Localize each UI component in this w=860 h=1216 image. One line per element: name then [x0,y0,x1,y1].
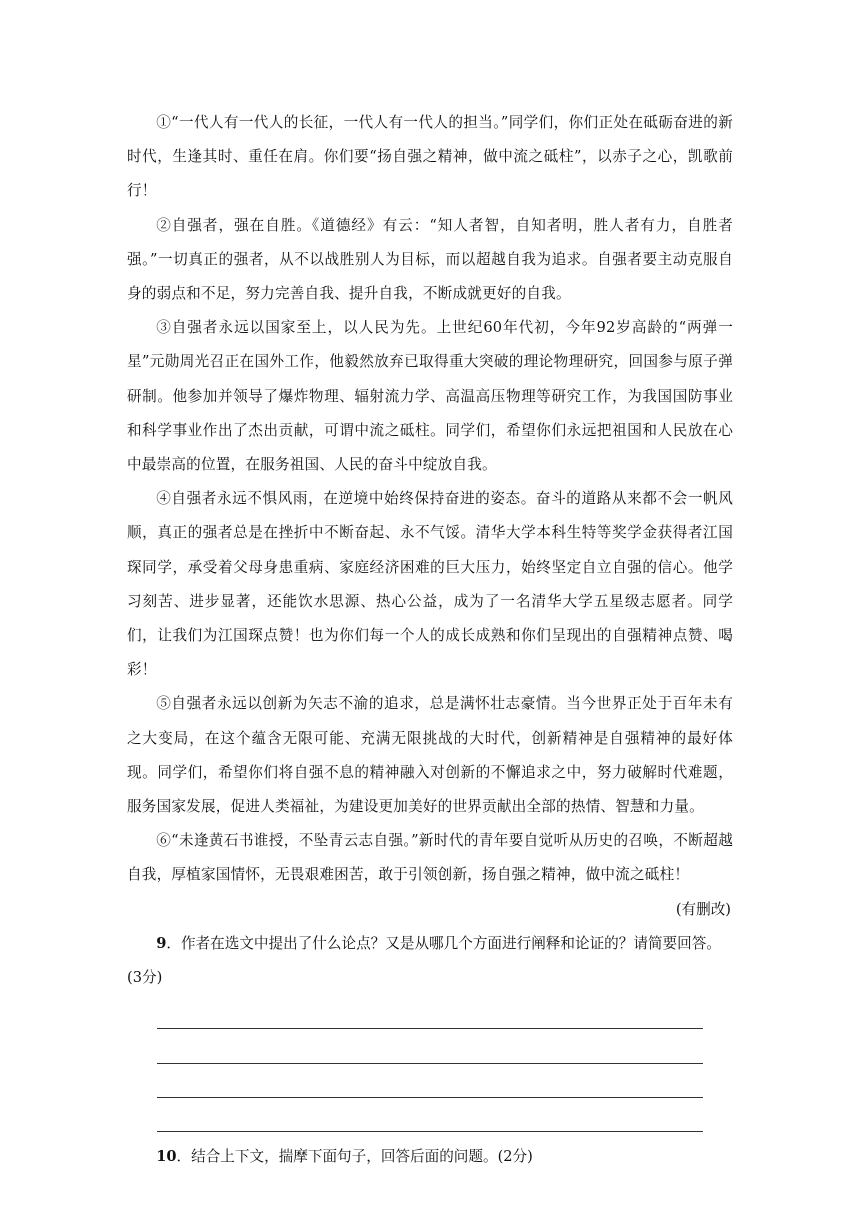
paragraph-6: ⑥“未逢黄石书谁授，不坠青云志自强。”新时代的青年要自觉听从历史的召唤，不断超越自我，厚植家国情怀，无畏艰难困苦，敢于引领创新，扬自强之精神，做中流之砥柱！ [127,832,733,884]
paragraph-3: ③自强者永远以国家至上，以人民为先。上世纪60年代初，今年92岁高龄的“两弹一星”元勋周光召正在国外工作，他毅然放弃已取得重大突破的理论物理研究，回国参与原子弹研制。他参加并领导了爆炸物理、辐射流力学、高温高压物理等研究工作，为我国国防事业和科学事业作出了杰出贡献，可谓中流之砥柱。同学们，希望你们永远把祖国和人民放在心中最崇高的位置，在服务祖国、人民的奋斗中绽放自我。 [127,319,733,474]
revision-note: (有删改) [675,900,731,918]
question-9-number: 9 [156,934,167,952]
answer-area-question-9[interactable] [157,997,703,1132]
paragraph-2: ②自强者，强在自胜。《道德经》有云：“知人者智，自知者明，胜人者有力，自胜者强。”一切真正的强者，从不以战胜别人为目标，而以超越自我为追求。自强者要主动克服自身的弱点和不足，努力完善自我、提升自我，不断成就更好的自我。 [127,216,733,303]
question-10-text: ．结合上下文，揣摩下面句子，回答后面的问题。(2分) [176,1148,533,1166]
answer-line[interactable] [157,1029,703,1063]
paragraph-5: ⑤自强者永远以创新为矢志不渝的追求，总是满怀壮志豪情。当今世界正处于百年未有之大变局，在这个蕴含无限可能、充满无限挑战的大时代，创新精神是自强精神的最好体现。同学们，希望你们将自强不息的精神融入对创新的不懈追求之中，努力破解时代难题，服务国家发展，促进人类福祉，为建设更加美好的世界贡献出全部的热情、智慧和力量。 [127,695,733,816]
question-9 [127,927,733,995]
paragraph-4: ④自强者永远不惧风雨，在逆境中始终保持奋进的姿态。奋斗的道路从来都不会一帆风顺，真正的强者总是在挫折中不断奋起、永不气馁。清华大学本科生特等奖学金获得者江国琛同学，承受着父母身患重病、家庭经济困难的巨大压力，始终坚定自立自强的信心。他学习刻苦、进步显著，还能饮水思源、热心公益，成为了一名清华大学五星级志愿者。同学们，让我们为江国琛点赞！也为你们每一个人的成长成熟和你们呈现出的自强精神点赞、喝彩！ [127,490,733,679]
answer-line[interactable] [157,997,703,1029]
answer-line[interactable] [157,1064,703,1098]
answer-line[interactable] [157,1098,703,1132]
question-10 [127,1140,733,1174]
question-9-text: ．作者在选文中提出了什么论点？又是从哪几个方面进行阐释和论证的？请简要回答。(3分) [127,934,721,987]
question-10-number: 10 [156,1148,177,1166]
paragraph-1: ①“一代人有一代人的长征，一代人有一代人的担当。”同学们，你们正处在砥砺奋进的新时代，生逢其时、重任在肩。你们要“扬自强之精神，做中流之砥柱”，以赤子之心，凯歌前行！ [127,114,733,200]
document-page [127,106,733,1174]
